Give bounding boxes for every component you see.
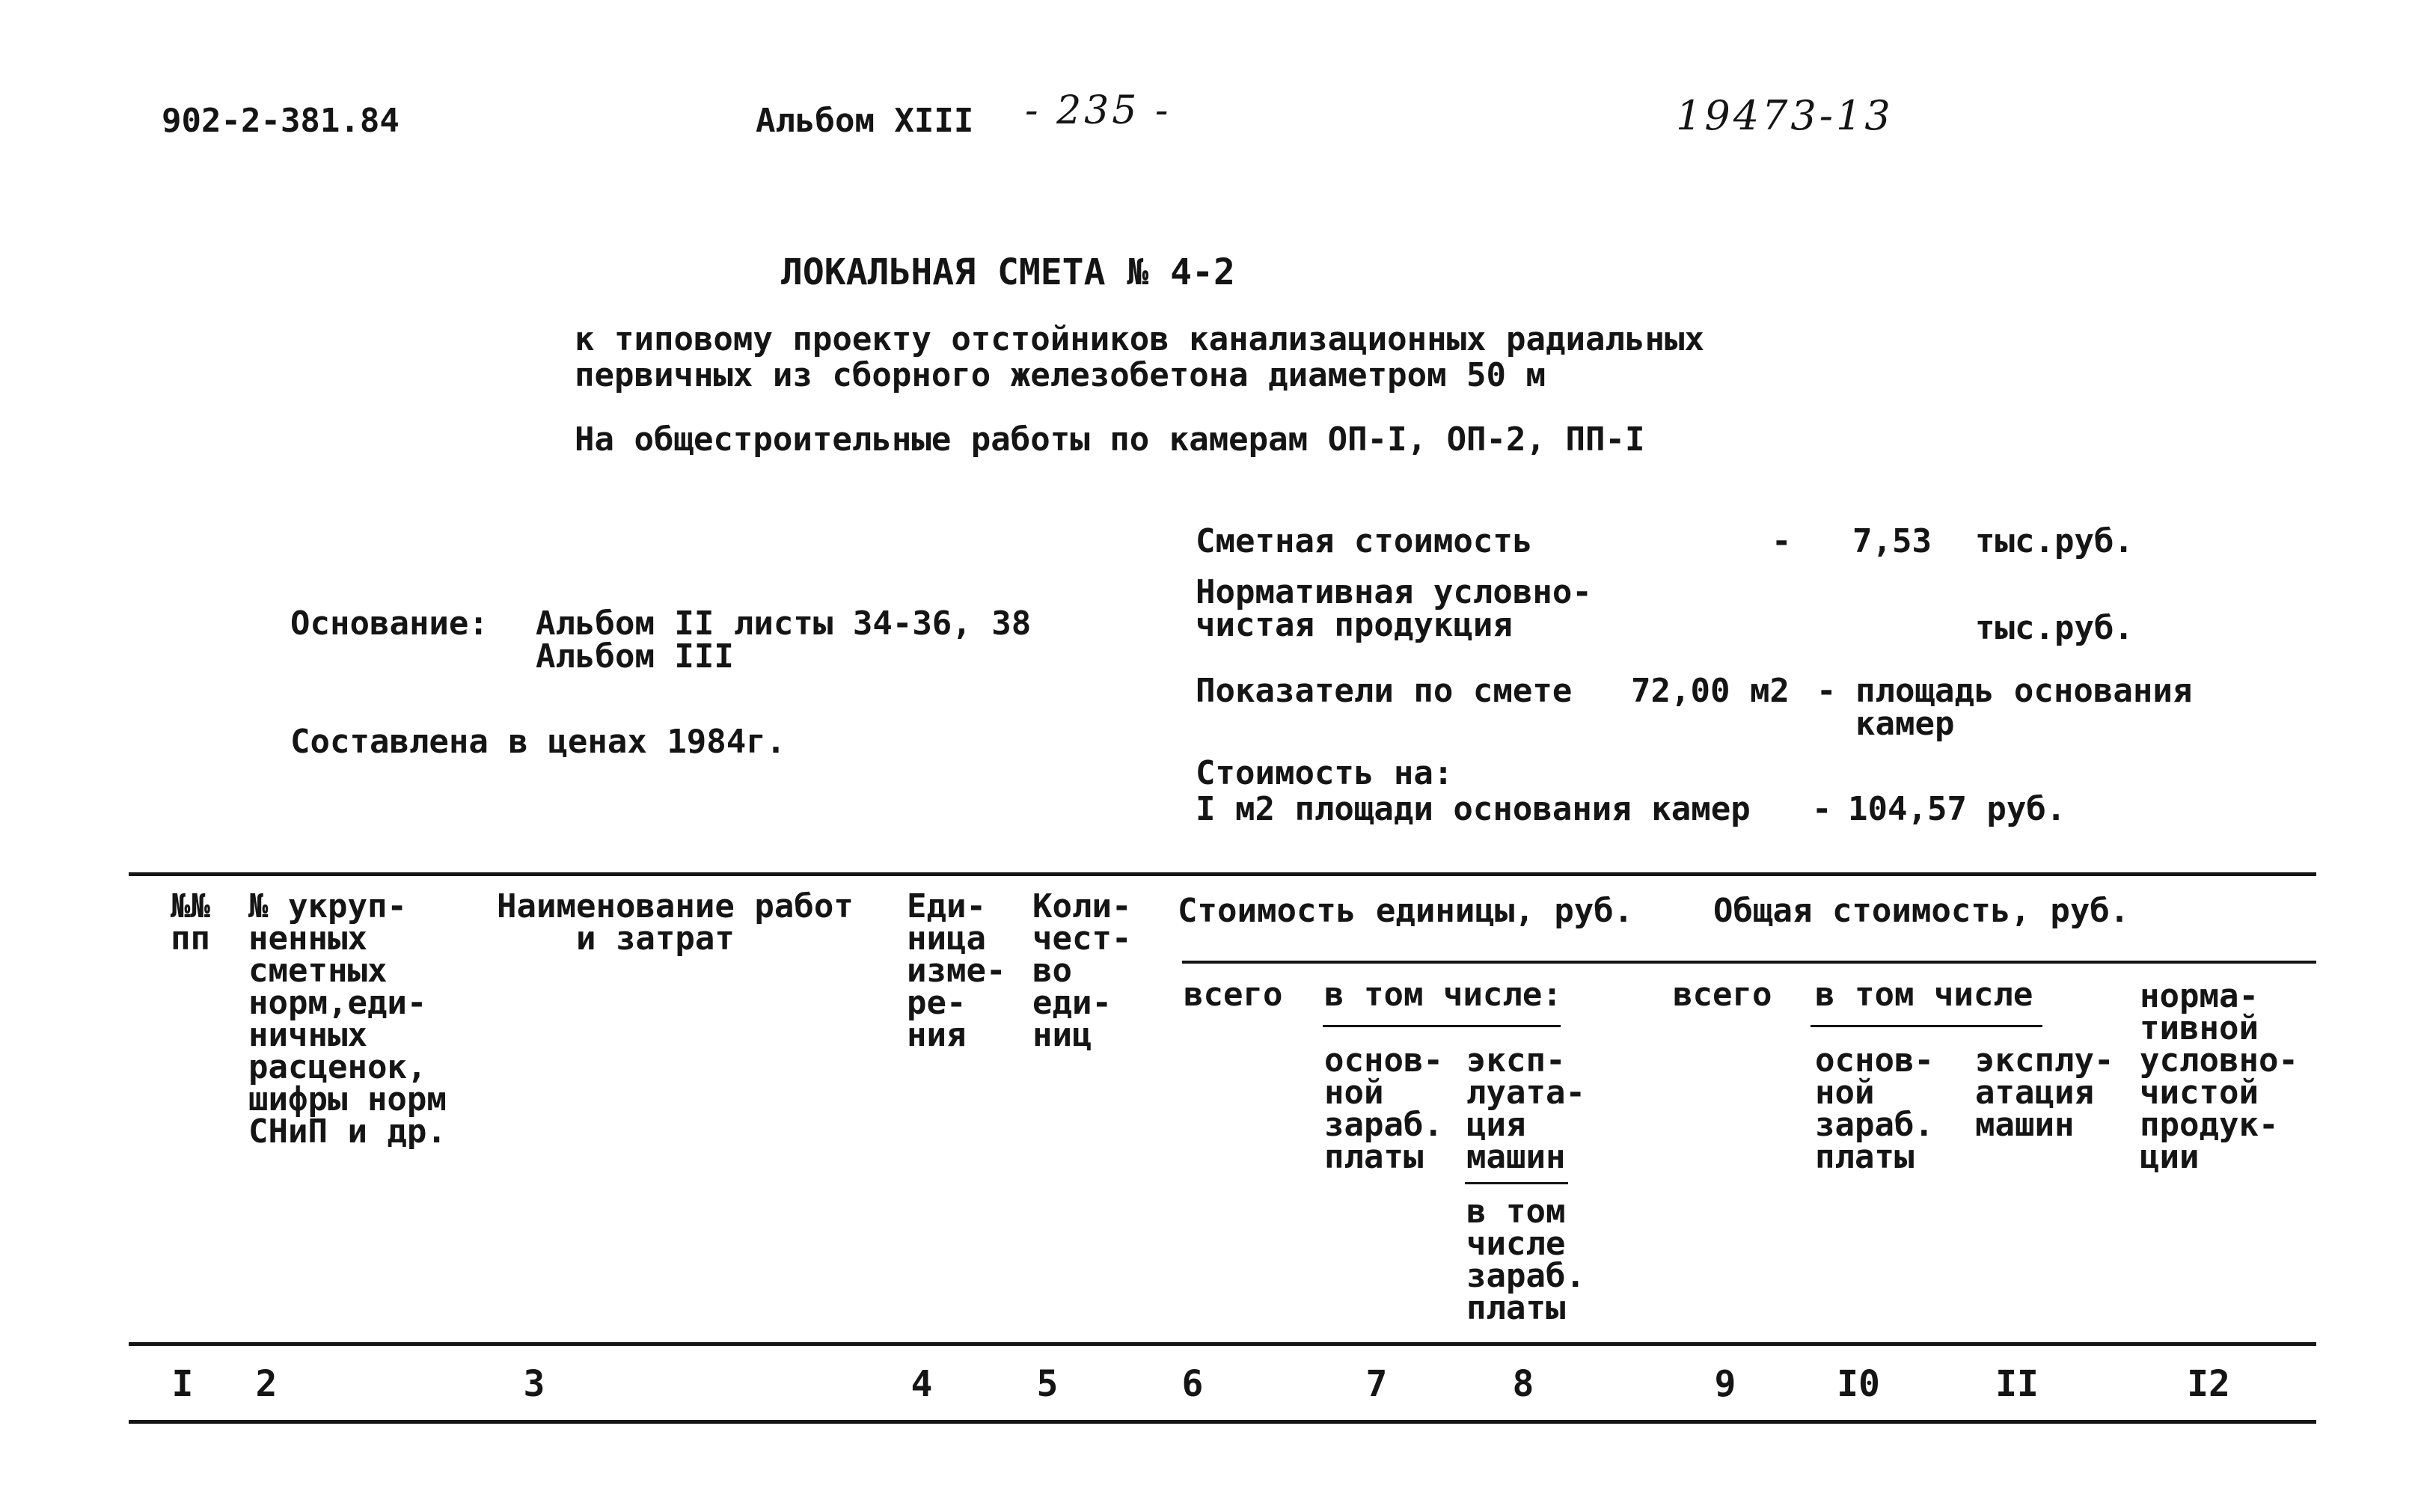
indicators-label: Показатели по смете [1196,672,1573,710]
total-cost-total-header: всего [1673,976,1772,1014]
estimate-subtitle-line-2: первичных из сборного железобетона диаметром 50 м [575,356,1546,394]
prices-note: Составлена в ценах 1984г. [290,723,786,761]
unit-cost-wages-header: основ- ной зараб. платы [1324,1041,1443,1176]
basis-label: Основание: [290,605,489,643]
table-header-bottom-rule [129,1342,2316,1346]
machines-subrule [1465,1182,1568,1184]
basis-line-1: Альбом II листы 34-36, 38 [536,605,1032,643]
column-header-unit: Еди- ница изме- ре- ния [907,887,1006,1054]
total-cost-including-header: в том числе [1815,976,2033,1014]
estimate-heading: ЛОКАЛЬНАЯ СМЕТА № 4-2 [781,251,1235,293]
unit-incl-rule [1323,1025,1561,1027]
column-number-7: 7 [1365,1363,1388,1405]
column-header-quantity: Коли- чест- во еди- ниц [1032,887,1132,1054]
column-number-10: I0 [1837,1363,1880,1405]
page-number: - 235 - [1025,88,1172,133]
indicators-dash: - [1816,672,1837,710]
total-incl-rule [1811,1025,2042,1027]
column-header-norm-code: № укруп- ненных сметных норм,еди- ничных расценок, шифры норм СНиП и др. [248,887,447,1151]
indicators-description-2: камер [1855,705,1955,743]
basis-line-2: Альбом III [536,637,734,676]
unit-cost-header: Стоимость единицы, руб. [1178,892,1634,930]
estimated-cost-dash: - [1772,522,1792,560]
unit-cost-machines-header: эксп- луата- ция машин [1466,1041,1585,1176]
indicators-value: 72,00 м2 [1631,672,1790,710]
column-number-1: I [171,1363,194,1405]
total-cost-header: Общая стоимость, руб. [1713,892,2130,930]
cost-per-label: Стоимость на: [1196,754,1454,792]
indicators-description-1: площадь основания [1855,672,2193,710]
estimate-subtitle-line-1: к типовому проекту отстойников канализационных радиальных [575,320,1704,358]
column-header-row-number: №№ пп [171,887,210,958]
unit-cost-machines-wages-header: в том числе зараб. платы [1466,1193,1585,1327]
column-number-9: 9 [1714,1363,1736,1405]
works-description: На общестроительные работы по камерам ОП-I, ОП-2, ПП-I [575,420,1645,459]
estimated-cost-unit: тыс.руб. [1975,522,2134,560]
normative-product-label-2: чистая продукция [1196,606,1513,644]
normative-product-unit: тыс.руб. [1975,609,2134,647]
column-number-3: 3 [523,1363,545,1405]
table-numbers-rule [129,1420,2316,1424]
column-number-2: 2 [255,1363,278,1405]
cost-per-dash: - [1812,790,1832,828]
total-cost-machines-header: эксплу- атация машин [1975,1041,2114,1144]
cost-header-rule [1182,961,2316,964]
estimated-cost-label: Сметная стоимость [1196,522,1533,560]
column-number-8: 8 [1512,1363,1534,1405]
unit-cost-including-header: в том числе: [1324,976,1562,1014]
cost-per-value: 104,57 руб. [1848,790,2066,828]
unit-cost-total-header: всего [1184,976,1283,1014]
estimated-cost-value: 7,53 [1852,522,1932,560]
total-normative-product-header: норма- тивной условно- чистой продук- ции [2140,977,2298,1176]
normative-product-label-1: Нормативная условно- [1196,573,1592,611]
column-number-6: 6 [1181,1363,1204,1405]
column-number-5: 5 [1036,1363,1059,1405]
column-number-11: II [1995,1363,2039,1405]
column-header-work-name: Наименование работ и затрат [497,887,854,958]
document-code: 902-2-381.84 [162,102,400,140]
handwritten-reference: 19473-13 [1676,92,1894,139]
cost-per-item: I м2 площади основания камер [1196,790,1751,828]
column-number-12: I2 [2187,1363,2230,1405]
table-top-rule [129,872,2316,876]
column-number-4: 4 [910,1363,933,1405]
total-cost-wages-header: основ- ной зараб. платы [1815,1041,1934,1176]
album-label: Альбом XIII [756,102,974,140]
